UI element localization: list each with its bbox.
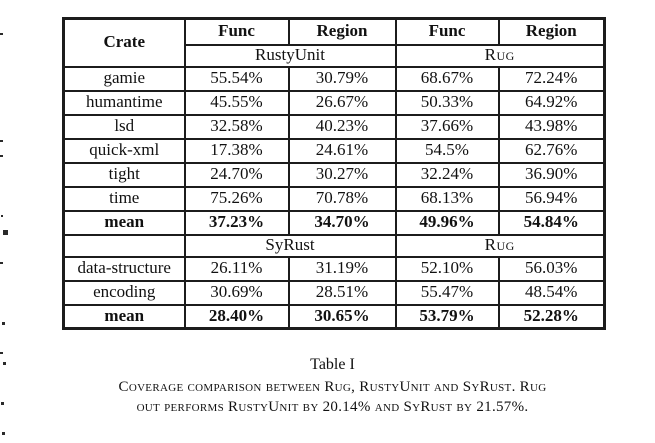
stray-mark: [3, 362, 6, 365]
tool-name-syrust: SyRust: [185, 235, 396, 257]
caption-line-1: Coverage comparison between Rug, RustyUnit and SyRust. Rug: [118, 379, 547, 395]
value-cell: 31.19%: [289, 257, 396, 281]
table-row: [64, 91, 605, 115]
table-row: [64, 115, 605, 139]
stray-mark: [0, 140, 3, 142]
value-cell: 34.70%: [289, 211, 396, 235]
value-cell: 56.03%: [499, 257, 605, 281]
value-cell: 40.23%: [289, 115, 396, 139]
value-cell: 30.27%: [289, 163, 396, 187]
value-cell: 55.54%: [185, 67, 289, 91]
table-caption: [34, 356, 631, 417]
empty-cell: [64, 235, 185, 257]
value-cell: 17.38%: [185, 139, 289, 163]
crate-cell: mean: [64, 305, 185, 329]
value-cell: 52.28%: [499, 305, 605, 329]
stray-mark: [2, 322, 5, 325]
table-row: [64, 281, 605, 305]
crate-cell: encoding: [64, 281, 185, 305]
stray-mark: [0, 33, 3, 35]
value-cell: 48.54%: [499, 281, 605, 305]
value-cell: 37.23%: [185, 211, 289, 235]
crate-cell: tight: [64, 163, 185, 187]
value-cell: 55.47%: [396, 281, 499, 305]
stray-mark: [0, 155, 3, 157]
crate-cell: humantime: [64, 91, 185, 115]
value-cell: 28.51%: [289, 281, 396, 305]
value-cell: 70.78%: [289, 187, 396, 211]
table-row: [64, 67, 605, 91]
table-row: [64, 139, 605, 163]
value-cell: 36.90%: [499, 163, 605, 187]
header-row-metrics: [64, 19, 605, 45]
crate-cell: quick-xml: [64, 139, 185, 163]
value-cell: 50.33%: [396, 91, 499, 115]
table-number-label: Table I: [310, 356, 355, 373]
tool-name-rug: Rug: [396, 45, 605, 67]
mean-row-group2: [64, 305, 605, 329]
stray-mark: [0, 262, 3, 264]
value-cell: 26.11%: [185, 257, 289, 281]
region-column-header: Region: [289, 19, 396, 45]
value-cell: 49.96%: [396, 211, 499, 235]
crate-cell: lsd: [64, 115, 185, 139]
value-cell: 24.61%: [289, 139, 396, 163]
caption-line-2: out performs RustyUnit by 20.14% and SyRust by 21.57%.: [136, 399, 529, 415]
coverage-table: [62, 17, 606, 330]
value-cell: 52.10%: [396, 257, 499, 281]
tool-name-rug: Rug: [396, 235, 605, 257]
value-cell: 30.65%: [289, 305, 396, 329]
value-cell: 68.13%: [396, 187, 499, 211]
value-cell: 43.98%: [499, 115, 605, 139]
value-cell: 32.58%: [185, 115, 289, 139]
value-cell: 64.92%: [499, 91, 605, 115]
table-row: [64, 163, 605, 187]
value-cell: 54.84%: [499, 211, 605, 235]
value-cell: 24.70%: [185, 163, 289, 187]
stray-mark: [3, 230, 8, 235]
value-cell: 54.5%: [396, 139, 499, 163]
table-row: [64, 187, 605, 211]
stray-mark: [2, 432, 5, 435]
value-cell: 37.66%: [396, 115, 499, 139]
crate-cell: mean: [64, 211, 185, 235]
region-column-header: Region: [499, 19, 605, 45]
value-cell: 45.55%: [185, 91, 289, 115]
crate-cell: time: [64, 187, 185, 211]
crate-cell: gamie: [64, 67, 185, 91]
value-cell: 75.26%: [185, 187, 289, 211]
stray-mark: [1, 402, 4, 405]
func-column-header: Func: [396, 19, 499, 45]
value-cell: 32.24%: [396, 163, 499, 187]
value-cell: 30.79%: [289, 67, 396, 91]
value-cell: 56.94%: [499, 187, 605, 211]
tool-name-rustyunit: RustyUnit: [185, 45, 396, 67]
value-cell: 26.67%: [289, 91, 396, 115]
value-cell: 72.24%: [499, 67, 605, 91]
crate-cell: data-structure: [64, 257, 185, 281]
stray-mark: [0, 352, 3, 354]
stray-mark: [1, 215, 3, 217]
coverage-table-region: [62, 17, 603, 330]
value-cell: 30.69%: [185, 281, 289, 305]
value-cell: 68.67%: [396, 67, 499, 91]
value-cell: 62.76%: [499, 139, 605, 163]
header-row-tools-group2: [64, 235, 605, 257]
func-column-header: Func: [185, 19, 289, 45]
table-row: [64, 257, 605, 281]
value-cell: 53.79%: [396, 305, 499, 329]
mean-row-group1: [64, 211, 605, 235]
value-cell: 28.40%: [185, 305, 289, 329]
crate-column-header: Crate: [64, 19, 185, 67]
